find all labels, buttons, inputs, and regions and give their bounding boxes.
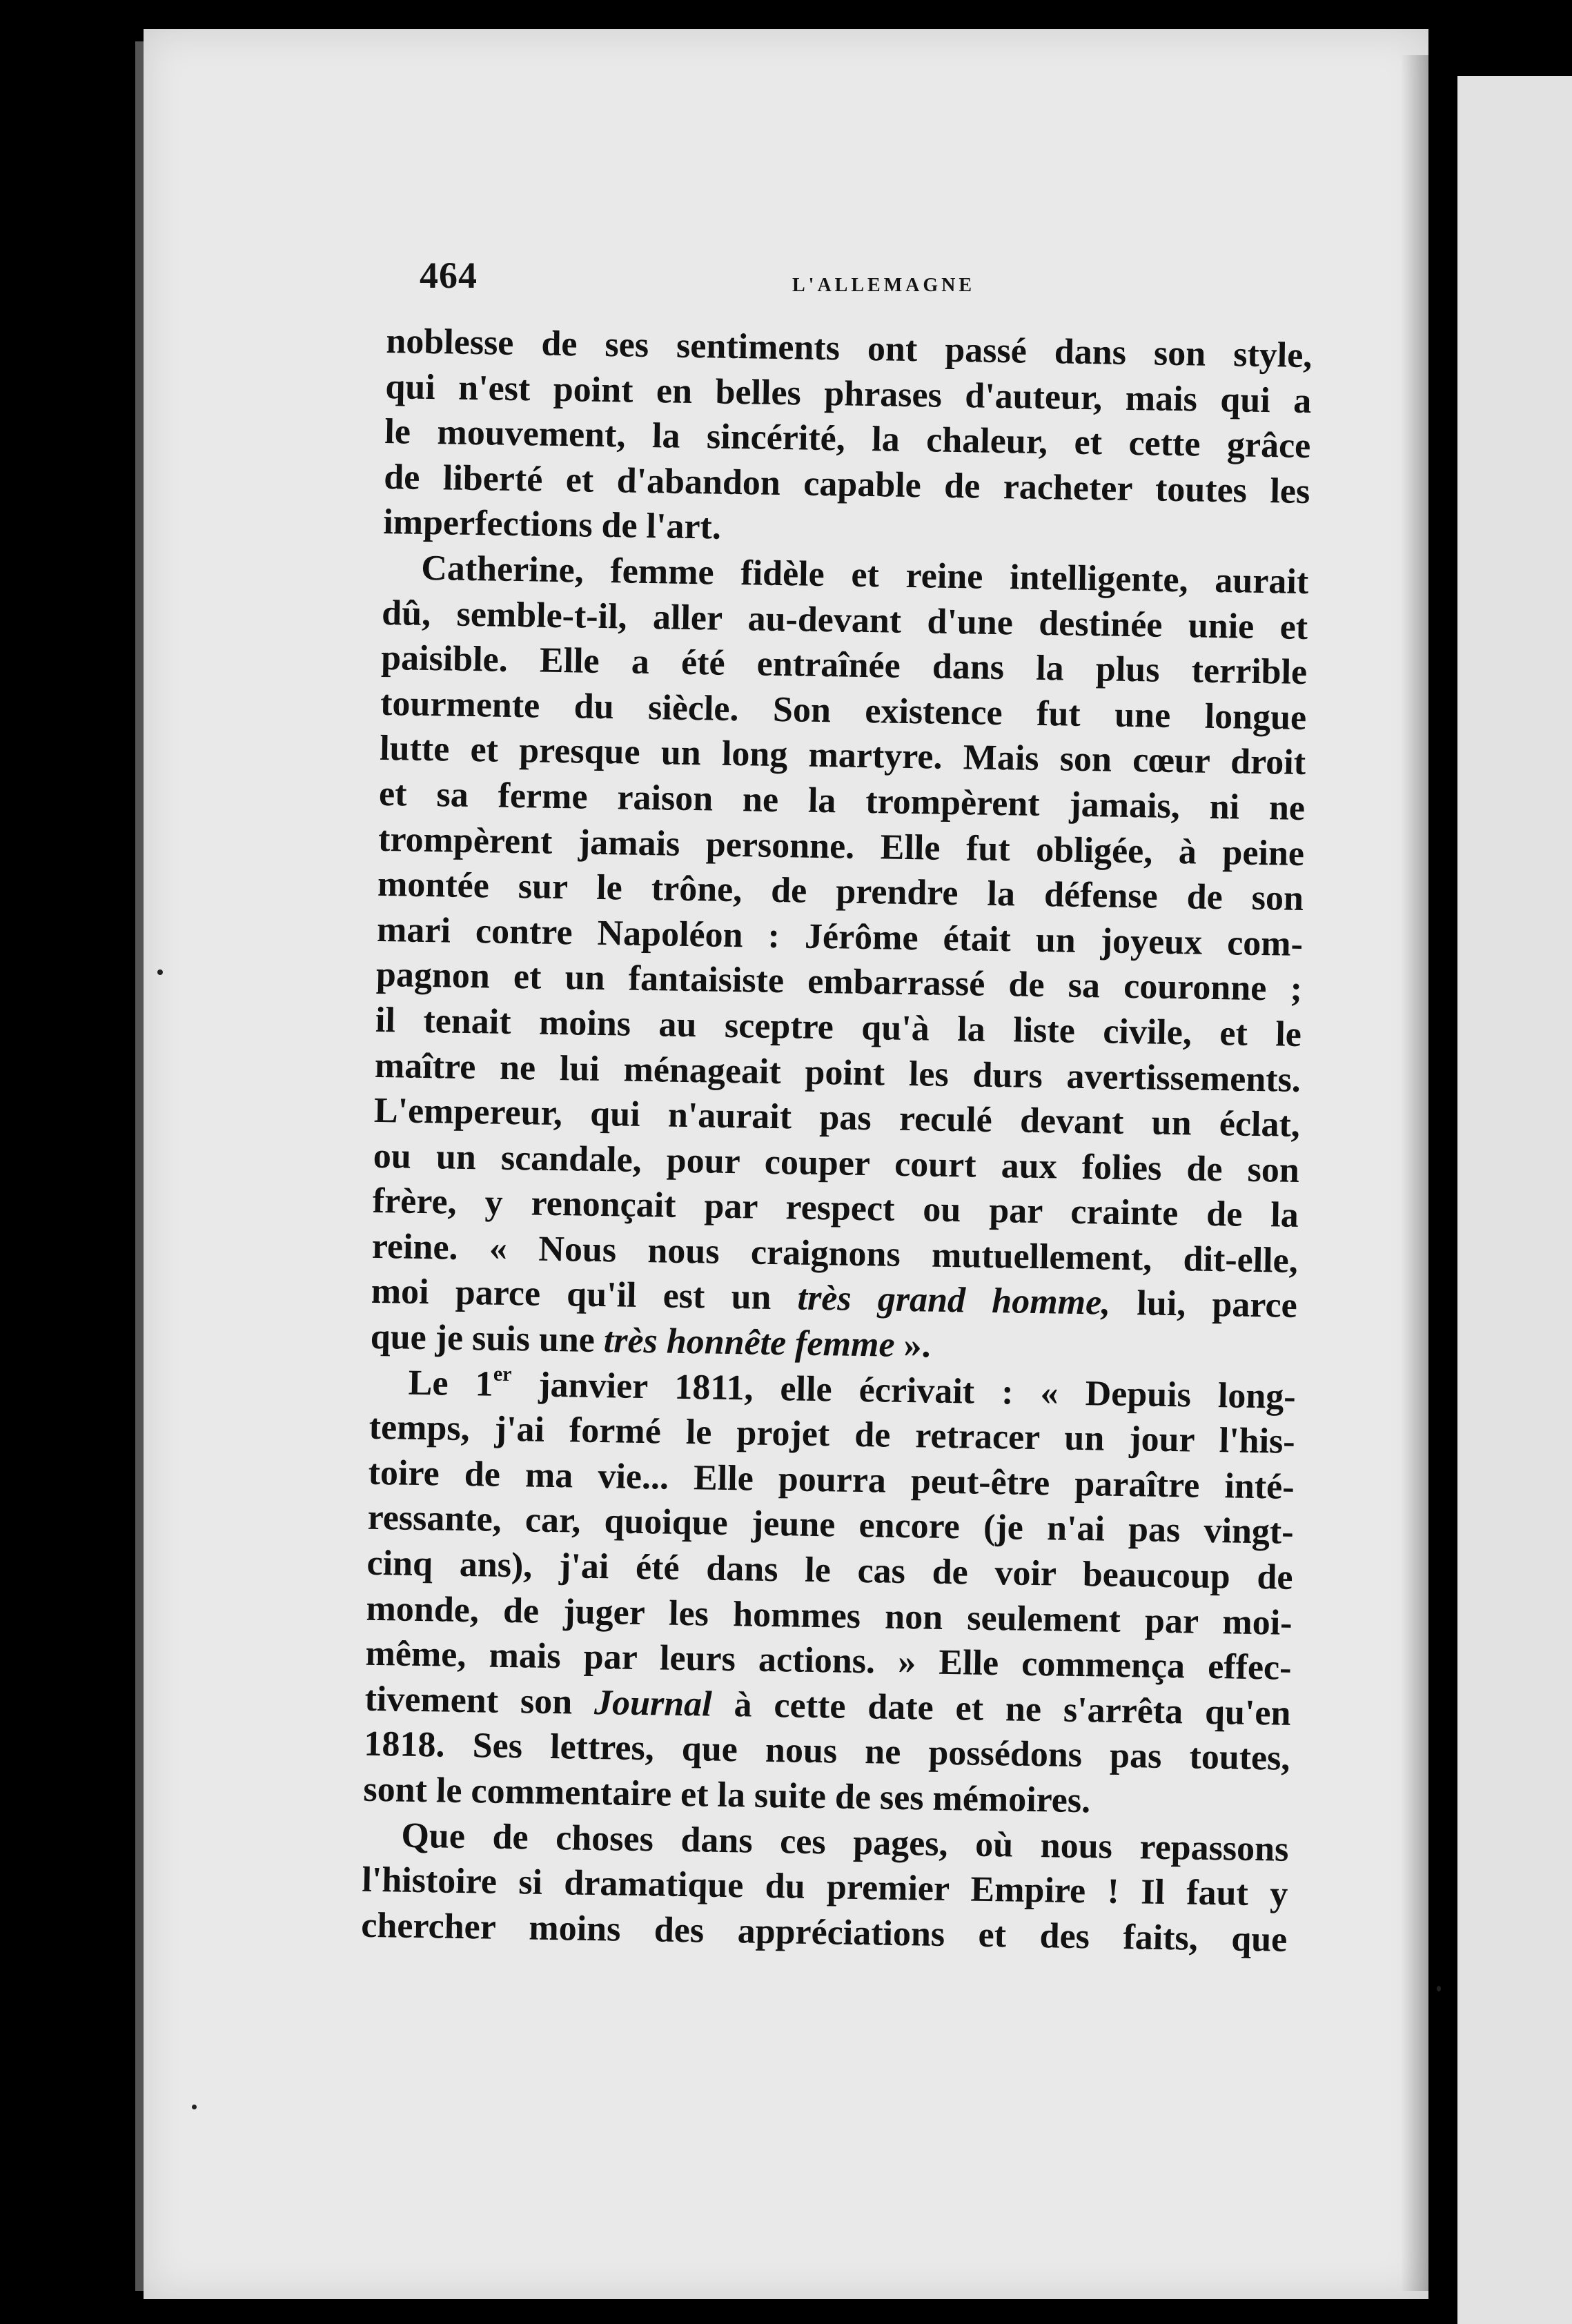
text-run: que je suis une <box>370 1317 605 1361</box>
text-run: lui, parce <box>1110 1283 1298 1326</box>
text-line: sont le commentaire et la suite de ses mémoires. <box>363 1769 1091 1821</box>
text-line: tourmente du siècle. Son existence fut une longue <box>380 683 1307 738</box>
text-run: à cette date et ne s'arrêta qu'en <box>711 1684 1291 1733</box>
scan-speck <box>192 2105 197 2109</box>
text-line: monde, de juger les hommes non seulement par moi- <box>366 1588 1293 1643</box>
text-line: lutte et presque un long martyre. Mais son cœur droit <box>379 729 1306 783</box>
text-run: tivement son <box>364 1679 595 1722</box>
text-line: maître ne lui ménageait point les durs avertissements. <box>374 1045 1301 1100</box>
italic-text: très grand homme, <box>797 1279 1111 1323</box>
text-line: frère, y renonçait par respect ou par crainte de la <box>372 1181 1299 1236</box>
text-line: qui n'est point en belles phrases d'auteur, mais qui a <box>385 366 1312 421</box>
text-line: de liberté et d'abandon capable de racheter toutes les <box>383 457 1310 511</box>
superscript: er <box>493 1362 512 1386</box>
running-head-title: L'ALLEMAGNE <box>792 275 976 296</box>
scan-speck <box>1437 1986 1441 1991</box>
text-line: trompèrent jamais personne. Elle fut obligée, à peine <box>377 819 1305 874</box>
text-line: cinq ans), j'ai été dans le cas de voir beaucoup de <box>366 1543 1293 1597</box>
text-line: L'empereur, qui n'aurait pas reculé devant un éclat, <box>373 1090 1301 1145</box>
text-line: ou un scandale, pour couper court aux folies de son <box>373 1136 1300 1190</box>
scan-speck <box>157 969 163 975</box>
text-line: toire de ma vie... Elle pourra peut-être paraître inté- <box>368 1452 1295 1507</box>
text-line: paisible. Elle a été entraînée dans la plus terrible <box>380 638 1308 693</box>
body-text <box>361 319 1313 1962</box>
text-line: reine. « Nous nous craignons mutuellement, dit-elle, <box>371 1226 1299 1281</box>
text-run: moi parce qu'il est un <box>371 1272 798 1318</box>
text-line: même, mais par leurs actions. » Elle commença effec- <box>365 1633 1292 1688</box>
text-line: ressante, car, quoique jeune encore (je n'ai pas vingt- <box>367 1498 1294 1553</box>
paragraph-start-line: Catherine, femme fidèle et reine intelligente, aurait <box>420 548 1309 602</box>
page-number: 464 <box>420 255 478 296</box>
italic-text: très honnête femme <box>603 1321 896 1365</box>
text-line: il tenait moins au sceptre qu'à la liste civile, et le <box>375 1000 1302 1054</box>
text-line: l'histoire si dramatique du premier Empire ! Il faut y <box>362 1860 1288 1914</box>
text-line: le mouvement, la sincérité, la chaleur, et cette grâce <box>384 412 1311 466</box>
text-line: pagnon et un fantaisiste embarrassé de sa couronne ; <box>375 955 1303 1010</box>
text-line: imperfections de l'art. <box>382 502 722 548</box>
text-line: mari contre Napoléon : Jérôme était un joyeux com- <box>376 909 1304 964</box>
gutter-shadow <box>1401 55 1428 2291</box>
text-line: montée sur le trône, de prendre la défense de son <box>377 865 1304 919</box>
text-line: et sa ferme raison ne la trompèrent jamais, ni ne <box>378 774 1306 828</box>
text-line: chercher moins des appréciations et des faits, que <box>360 1905 1288 1960</box>
text-run: ». <box>894 1325 931 1366</box>
text-line: 1818. Ses lettres, que nous ne possédons pas toutes, <box>364 1724 1290 1779</box>
paragraph-start-line: Que de choses dans ces pages, où nous repassons <box>401 1815 1289 1869</box>
text-line: noblesse de ses sentiments ont passé dans son style, <box>386 321 1313 376</box>
text-line: temps, j'ai formé le projet de retracer un jour l'his- <box>369 1408 1296 1462</box>
text-line: dû, semble-t-il, aller au-devant d'une destinée unie et <box>381 593 1308 647</box>
facing-page-edge <box>1457 76 1572 2324</box>
text-run: janvier 1811, elle écrivait : « Depuis long- <box>511 1364 1297 1417</box>
text-run: Le 1 <box>408 1363 494 1404</box>
italic-text: Journal <box>593 1682 713 1724</box>
